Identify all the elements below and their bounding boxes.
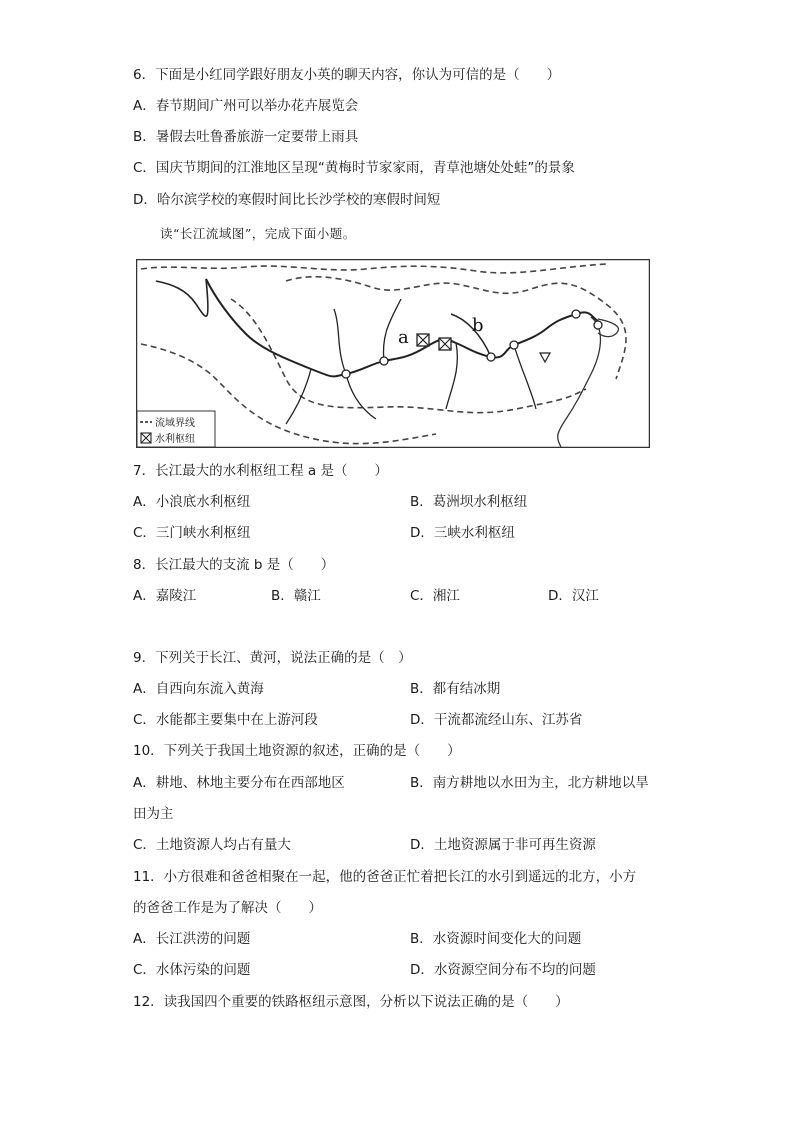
q9-option-a: A．自西向东流入黄海: [133, 681, 264, 697]
q10-option-c: C．土地资源人均占有量大: [133, 837, 291, 853]
q11-option-c: C．水体污染的问题: [133, 962, 251, 978]
q12-stem: 12．读我国四个重要的铁路枢纽示意图，分析以下说法正确的是（ ）: [133, 994, 569, 1010]
q6-stem: 6．下面是小红同学跟好朋友小英的聊天内容，你认为可信的是（ ）: [133, 67, 561, 83]
q9-option-c: C．水能都主要集中在上游河段: [133, 712, 318, 728]
q8-option-c: C．湘江: [410, 588, 460, 604]
dam-a-icon: [417, 334, 429, 346]
legend-boundary-label: 流域界线: [155, 418, 195, 429]
q7-option-b: B．葛洲坝水利枢纽: [410, 494, 528, 510]
q11-stem-line2: 的爸爸工作是为了解决（ ）: [133, 900, 322, 916]
q11-option-b: B．水资源时间变化大的问题: [410, 931, 582, 947]
legend-hydro-label: 水利枢纽: [155, 434, 195, 445]
q7-option-a: A．小浪底水利枢纽: [133, 494, 251, 510]
q11-option-a: A．长江洪涝的问题: [133, 931, 251, 947]
q9-option-d: D．干流都流经山东、江苏省: [410, 712, 583, 728]
label-b: b: [472, 315, 484, 336]
city-marker-wanzhou: [380, 357, 388, 365]
q11-option-d: D．水资源空间分布不均的问题: [410, 962, 596, 978]
q10-option-a: A．耕地、林地主要分布在西部地区: [133, 775, 345, 791]
q10-option-b-cont: 田为主: [133, 806, 174, 822]
q10-option-b: B．南方耕地以水田为主，北方耕地以旱: [410, 775, 649, 791]
q7-stem: 7．长江最大的水利枢纽工程 a 是（ ）: [133, 463, 388, 479]
yangtze-basin-map: [136, 259, 650, 448]
q8-option-b: B．赣江: [271, 588, 321, 604]
q8-option-d: D．汉江: [548, 588, 599, 604]
q10-stem: 10．下列关于我国土地资源的叙述，正确的是（ ）: [133, 743, 461, 759]
city-marker-nanjing: [572, 310, 580, 318]
map-instruction: 读“长江流域图”，完成下面小题。: [160, 226, 356, 241]
city-marker-wuhan: [487, 353, 495, 361]
q8-stem: 8．长江最大的支流 b 是（ ）: [133, 557, 335, 573]
city-marker-jiujiang: [510, 341, 518, 349]
dam-gezhouba-icon: [439, 338, 451, 350]
q7-option-d: D．三峡水利枢纽: [410, 525, 515, 541]
q6-option-a: A．春节期间广州可以举办花卉展览会: [133, 98, 359, 114]
label-a: a: [398, 327, 409, 348]
q6-option-c: C．国庆节期间的江淮地区呈现“黄梅时节家家雨，青草池塘处处蛙”的景象: [133, 160, 575, 176]
q8-option-a: A．嘉陵江: [133, 588, 197, 604]
q6-option-d: D．哈尔滨学校的寒假时间比长沙学校的寒假时间短: [133, 192, 441, 208]
q9-stem: 9．下列关于长江、黄河，说法正确的是（ ）: [133, 650, 412, 666]
q7-option-c: C．三门峡水利枢纽: [133, 525, 251, 541]
city-marker-chongqing: [342, 370, 350, 378]
map-svg: [136, 259, 650, 448]
q11-stem-line1: 11．小方很难和爸爸相聚在一起，他的爸爸正忙着把长江的水引到遥远的北方，小方: [133, 869, 637, 885]
city-marker-shanghai: [594, 321, 602, 329]
q9-option-b: B．都有结冰期: [410, 681, 501, 697]
q6-option-b: B．暑假去吐鲁番旅游一定要带上雨具: [133, 129, 359, 145]
q10-option-d: D．土地资源属于非可再生资源: [410, 837, 596, 853]
legend-hydro-icon: [141, 433, 151, 443]
